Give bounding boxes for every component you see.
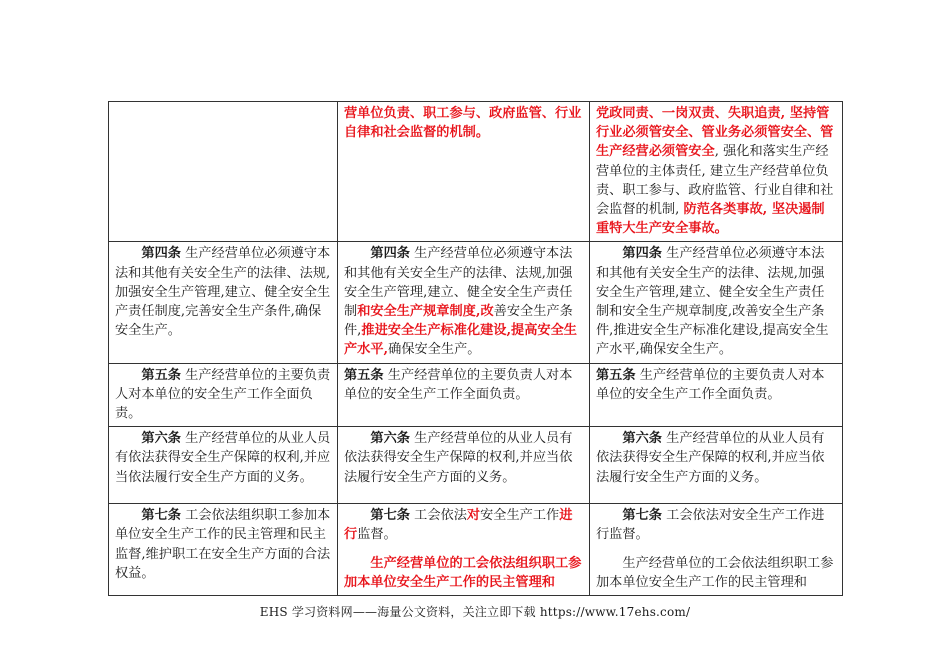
highlight-text: 对	[466, 508, 481, 524]
article-title: 第七条	[141, 508, 181, 524]
cell-new-r1	[590, 102, 843, 242]
cell-draft-r3	[338, 363, 590, 427]
table-row	[109, 363, 843, 427]
cell-old-r1	[109, 102, 338, 242]
highlight-text: 防范各类事故, 坚决遏制重特大生产安全事故。	[596, 202, 825, 237]
cell-new-r5	[590, 504, 843, 596]
article-title: 第五条	[596, 367, 636, 383]
highlight-text: 和安全生产规章制度,改	[357, 304, 494, 320]
cell-text: 工会依法组织职工参加本单位安全生产工作的民主管理和民主监督,维护职工在安全生产方面的合法权益。	[115, 508, 331, 581]
cell-text: 监督。	[357, 527, 397, 543]
cell-draft-r4	[338, 427, 590, 504]
highlight-text: 生产经营单位的工会依法组织职工参加本单位安全生产工作的民主管理和	[344, 555, 582, 590]
cell-new-r2	[590, 242, 843, 363]
cell-text: 生产经营单位的主要负责人对本单位的安全生产工作全面负责。	[596, 367, 825, 402]
cell-text: 安全生产工作	[480, 508, 560, 524]
cell-old-r2	[109, 242, 338, 363]
article-title: 第四条	[370, 246, 410, 262]
article-title: 第四条	[622, 246, 662, 262]
highlight-text: 党政同责、一岗双责、失职追责, 坚持管行业必须管安全、管业务必须管安全、管生产经营必须管安全	[596, 106, 834, 160]
cell-text: 工会依法对安全生产工作进行监督。	[596, 508, 825, 543]
highlight-text: 推进安全生产标准化建设,提高安全生产水平,	[344, 323, 577, 358]
cell-text: 生产经营单位必须遵守本法和其他有关安全生产的法律、法规,加强安全生产管理,建立、健全安全生产责任制	[344, 246, 573, 320]
cell-text: 善安全生产条件,	[344, 304, 573, 339]
cell-text: 确保安全生产。	[388, 342, 481, 358]
cell-text: 生产经营单位的主要负责人对本单位的安全生产工作全面负责。	[115, 367, 331, 422]
page-footer: EHS 学习资料网——海量公文资料，关注立即下载 https://www.17ehs.com/	[259, 605, 691, 619]
cell-old-r4	[109, 427, 338, 504]
cell-text: 工会依法	[414, 508, 467, 524]
cell-draft-r5	[338, 504, 590, 596]
cell-text: , 强化和落实生产经营单位的主体责任, 建立生产经营单位负责、职工参与、政府监管、行业自律和社会监督的机制,	[596, 144, 834, 218]
cell-new-r3	[590, 363, 843, 427]
cell-text: 生产经营单位的主要负责人对本单位的安全生产工作全面负责。	[344, 367, 573, 402]
cell-old-r3	[109, 363, 338, 427]
cell-draft-r2	[338, 242, 590, 363]
cell-text: 生产经营单位的从业人员有依法获得安全生产保障的权利,并应当依法履行安全生产方面的义务。	[596, 431, 825, 485]
cell-text: 生产经营单位的从业人员有依法获得安全生产保障的权利,并应当依法履行安全生产方面的义务。	[344, 431, 573, 485]
article-title: 第七条	[370, 508, 410, 524]
article-title: 第四条	[141, 246, 181, 262]
article-title: 第七条	[622, 508, 662, 524]
highlight-text: 营单位负责、职工参与、政府监管、行业自律和社会监督的机制。	[344, 106, 582, 141]
highlight-text: 进行	[344, 508, 573, 543]
cell-text: 生产经营单位的工会依法组织职工参加本单位安全生产工作的民主管理和	[596, 555, 834, 590]
law-comparison-table	[108, 101, 843, 596]
table-row	[109, 102, 843, 242]
article-title: 第六条	[622, 431, 662, 447]
table-row	[109, 504, 843, 596]
article-title: 第六条	[370, 431, 410, 447]
cell-text: 生产经营单位必须遵守本法和其他有关安全生产的法律、法规,加强安全生产管理,建立、健全安全生产责任制度,完善安全生产条件,确保安全生产。	[115, 246, 331, 339]
cell-text: 生产经营单位必须遵守本法和其他有关安全生产的法律、法规,加强安全生产管理,建立、健全安全生产责任制和安全生产规章制度,改善安全生产条件,推进安全生产标准化建设,提高安全生产水平,确保安全生产。	[596, 246, 829, 358]
article-title: 第五条	[344, 367, 384, 383]
cell-old-r5	[109, 504, 338, 596]
cell-draft-r1	[338, 102, 590, 242]
table-row	[109, 242, 843, 363]
table-row	[109, 427, 843, 504]
cell-text: 生产经营单位的从业人员有依法获得安全生产保障的权利,并应当依法履行安全生产方面的义务。	[115, 431, 331, 485]
article-title: 第六条	[141, 431, 181, 447]
article-title: 第五条	[141, 367, 181, 383]
cell-new-r4	[590, 427, 843, 504]
